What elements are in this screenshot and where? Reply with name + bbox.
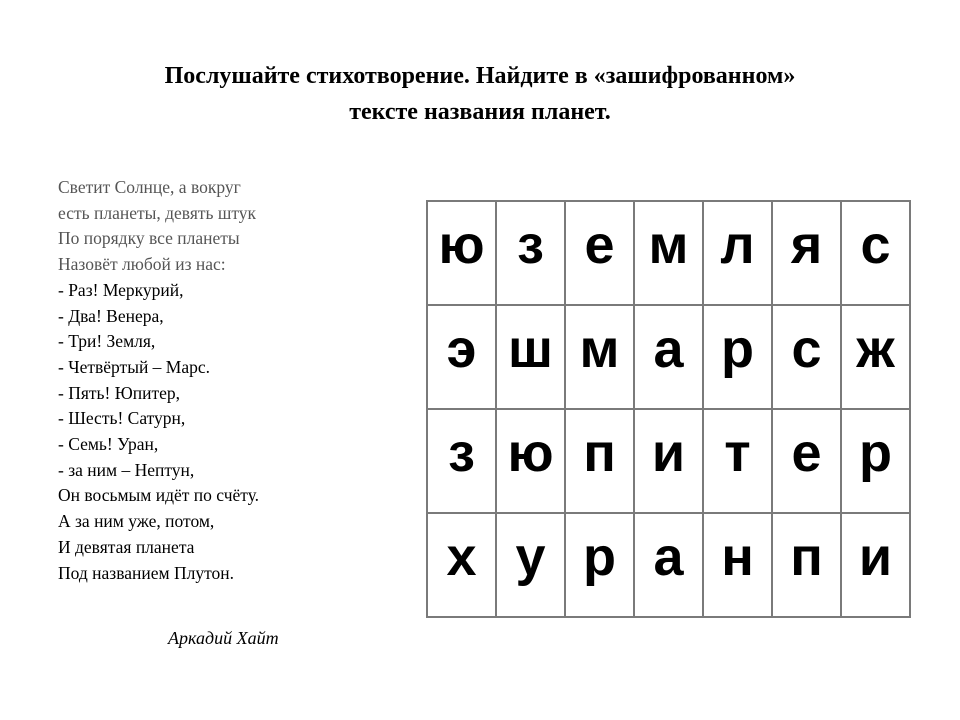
grid-letter: м [648, 215, 689, 275]
grid-cell [703, 305, 772, 409]
grid-letter: э [446, 319, 477, 379]
grid-cell [496, 305, 565, 409]
grid-cell [634, 201, 703, 305]
grid-row [427, 513, 910, 617]
grid-letter: р [721, 319, 754, 379]
poem-line: - за ним – Нептун, [58, 459, 195, 480]
poem-line: Назовёт любой из нас: [58, 254, 226, 275]
task-title-line-2: тексте названия планет. [349, 99, 611, 125]
grid-letter: п [583, 423, 616, 483]
poem-line: - Шесть! Сатурн, [58, 408, 186, 429]
poem-line: И девятая планета [58, 536, 195, 557]
grid-cell [634, 409, 703, 513]
grid-letter: н [721, 527, 754, 587]
grid-cell [427, 305, 496, 409]
grid-letter: п [790, 527, 823, 587]
grid-letter: з [448, 423, 475, 483]
grid-letter: х [446, 527, 477, 587]
grid-letter: р [583, 527, 616, 587]
poem-line: - Семь! Уран, [58, 434, 159, 455]
grid-letter: я [790, 215, 823, 275]
poem-line: - Четвёртый – Марс. [58, 356, 211, 377]
poem-author: Аркадий Хайт [168, 628, 279, 648]
grid-letter: а [653, 527, 684, 587]
grid-letter: и [651, 423, 686, 483]
grid-cell [427, 409, 496, 513]
letter-grid [426, 200, 911, 618]
grid-letter: у [515, 527, 546, 587]
grid-cell [565, 513, 634, 617]
grid-cell [427, 201, 496, 305]
grid-letter: ж [856, 319, 895, 379]
grid-cell [772, 513, 841, 617]
grid-cell [841, 409, 910, 513]
grid-cell [703, 201, 772, 305]
poem-line: - Пять! Юпитер, [58, 382, 180, 403]
grid-cell [841, 201, 910, 305]
grid-row [427, 201, 910, 305]
poem-line: - Три! Земля, [58, 331, 156, 352]
poem-line: - Раз! Меркурий, [58, 279, 184, 300]
grid-cell [634, 305, 703, 409]
task-title-line-1: Послушайте стихотворение. Найдите в «зашифрованном» [164, 63, 796, 89]
grid-cell [496, 201, 565, 305]
grid-row [427, 409, 910, 513]
grid-cell [703, 409, 772, 513]
grid-letter: л [720, 215, 755, 275]
grid-cell [496, 409, 565, 513]
grid-cell [841, 513, 910, 617]
grid-cell [772, 409, 841, 513]
grid-letter: з [517, 215, 544, 275]
grid-cell [772, 201, 841, 305]
grid-letter: е [584, 215, 615, 275]
grid-letter: а [653, 319, 684, 379]
grid-cell [841, 305, 910, 409]
grid-cell [427, 513, 496, 617]
grid-row [427, 305, 910, 409]
poem-line: Под названием Плутон. [58, 562, 234, 583]
grid-cell [565, 201, 634, 305]
grid-letter: м [579, 319, 620, 379]
poem-line: - Два! Венера, [58, 305, 164, 326]
poem-line: Он восьмым идёт по счёту. [58, 485, 260, 506]
grid-letter: е [791, 423, 822, 483]
poem-line: А за ним уже, потом, [58, 511, 215, 532]
grid-letter: с [860, 215, 891, 275]
grid-cell [496, 513, 565, 617]
grid-letter: ш [507, 319, 553, 379]
task-title [20, 58, 940, 130]
poem [58, 175, 358, 586]
grid-cell [565, 409, 634, 513]
poem-line: есть планеты, девять штук [58, 202, 257, 223]
grid-cell [565, 305, 634, 409]
poem-line: По порядку все планеты [58, 228, 240, 249]
grid-letter: ю [507, 423, 554, 483]
grid-letter: т [724, 423, 751, 483]
grid-cell [634, 513, 703, 617]
grid-letter: ю [438, 215, 485, 275]
grid-cell [772, 305, 841, 409]
grid-cell [703, 513, 772, 617]
poem-line: Светит Солнце, а вокруг [58, 177, 241, 197]
grid-letter: р [859, 423, 892, 483]
grid-letter: с [791, 319, 822, 379]
grid-letter: и [858, 527, 893, 587]
